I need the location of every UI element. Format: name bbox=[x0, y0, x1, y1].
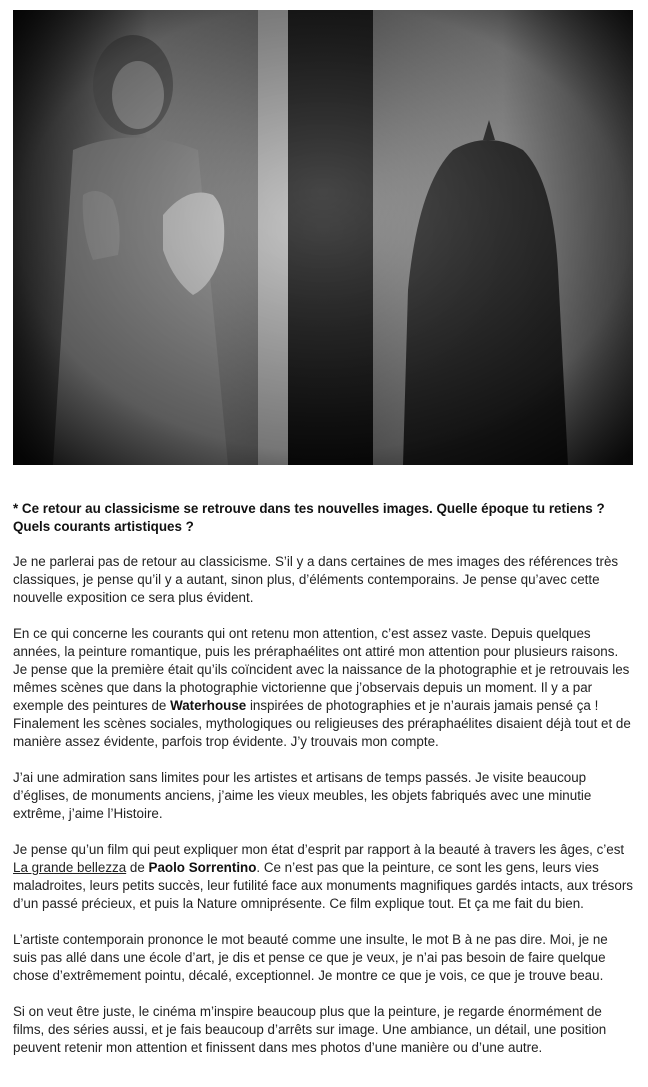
answer-paragraph-6: Si on veut être juste, le cinéma m’inspire beaucoup plus que la peinture, je regarde énormément de films, des séries aussi, et je fais beaucoup d’arrêts sur image. Une ambiance, un détail, une position peuvent retenir mon attention et finissent dans mes photos d’une manière ou d’une autre. bbox=[13, 1004, 607, 1055]
paragraph-text: . Ce n’est pas que la peinture, ce sont les gens, leurs vies maladroites, leurs petits succès, leur futilité face aux monuments magnifiques gardés intacts, aux trésors d’un passé précieux, et puis la Nature omniprésente. Ce film explique tout. Et ça me fait du bien. bbox=[13, 860, 633, 911]
answer-paragraph-3: J’ai une admiration sans limites pour les artistes et artisans de temps passés. Je visite beaucoup d’églises, de monuments anciens, j’aime les vieux meubles, les objets fabriqués avec une minutie extrême, j’aime l’Histoire. bbox=[13, 770, 592, 821]
article-photo bbox=[13, 10, 633, 465]
interview-question: * Ce retour au classicisme se retrouve dans tes nouvelles images. Quelle époque tu retiens ? Quels courants artistiques ? bbox=[13, 501, 605, 534]
answer-paragraph-5: L’artiste contemporain prononce le mot beauté comme une insulte, le mot B à ne pas dire. Moi, je ne suis pas allé dans une école d’art, je dis et pense ce que je veux, je n’ai pas besoin de faire quelque chose d’extrêmement pointu, décalé, exceptionnel. Je montre ce que je vois, ce que je trouve beau. bbox=[13, 932, 608, 983]
answer-paragraph-1: Je ne parlerai pas de retour au classicisme. S’il y a dans certaines de mes images des références très classiques, je pense qu’il y a autant, sinon plus, d’éléments contemporains. Je pense qu’avec cette nouvelle exposition ce sera plus évident. bbox=[13, 554, 619, 605]
answer-paragraph-4 bbox=[13, 841, 635, 913]
paragraph-text: Je pense qu’un film qui peut expliquer mon état d’esprit par rapport à la beauté à travers les âges, c’est bbox=[13, 842, 625, 857]
film-link[interactable]: La grande bellezza bbox=[13, 860, 127, 875]
paragraph-text: de bbox=[126, 860, 149, 875]
article-body bbox=[13, 500, 635, 1075]
paragraph-text: En ce qui concerne les courants qui ont retenu mon attention, c’est assez vaste. Depuis quelques années, la peinture romantique, puis les préraphaélites ont attiré mon attention pour plusieurs raisons. Je pense que la première était qu’ils coïncident avec la naissance de la photographie et je retrouvais les mêmes scènes que dans la photographie victorienne que j’observais depuis un moment. Il y a par exemple des peintures de bbox=[13, 626, 630, 713]
artist-name-waterhouse: Waterhouse bbox=[170, 698, 247, 713]
answer-paragraph-2 bbox=[13, 625, 635, 751]
director-name: Paolo Sorrentino bbox=[148, 860, 257, 875]
paragraph-text: inspirées de photographies et je n’aurais jamais pensé ça ! Finalement les scènes sociales, mythologiques ou religieuses des préraphaélites disaient déjà tout et de manière assez évidente, parfois trop évidente. J’y trouvais mon compte. bbox=[13, 698, 631, 749]
